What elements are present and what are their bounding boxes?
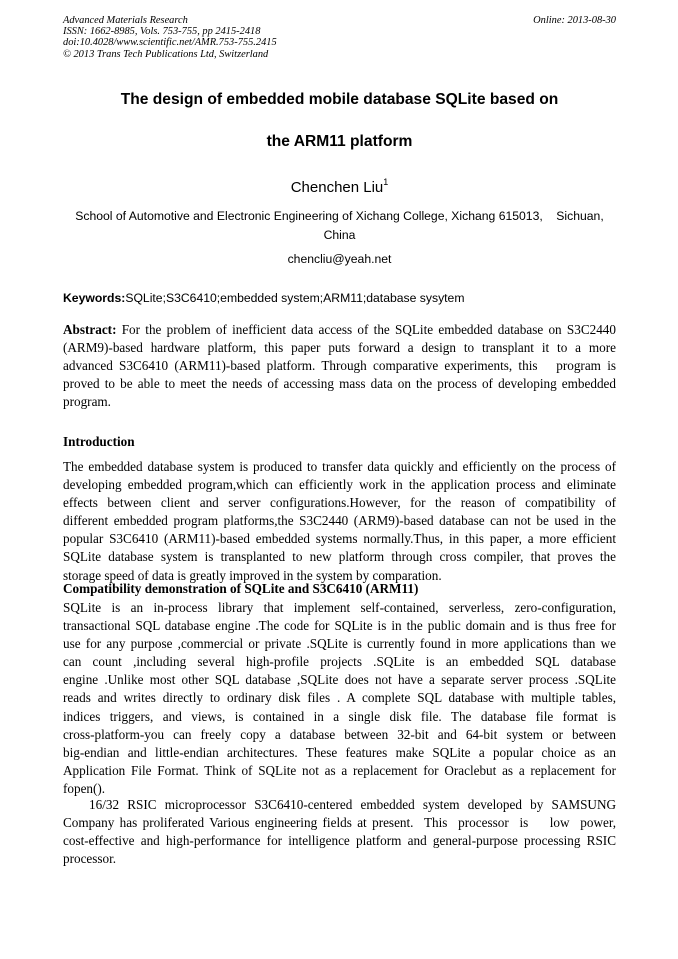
- affiliation-line-1: School of Automotive and Electronic Engineering of Xichang College, Xichang 615013, Sichuan,: [75, 209, 604, 223]
- paper-title-line-2: the ARM11 platform: [266, 133, 413, 150]
- paragraph-line: storage speed of data is greatly improved in the system by comparation.: [63, 567, 442, 583]
- author-superscript: 1: [383, 177, 389, 187]
- paragraph-line: Company has proliferated Various engineering fields at present. This processor is low power,: [63, 815, 616, 831]
- keywords: [63, 290, 616, 306]
- paragraph-line: transactional SQL database engine .The code for SQLite is in the public domain and is thus free for: [63, 618, 616, 634]
- affiliation-line-2: China: [323, 227, 356, 242]
- paragraph-line: SQLite is an in-process library that implement self-contained, serverless, zero-configuration,: [63, 600, 616, 615]
- section-heading-compatibility: Compatibility demonstration of SQLite and S3C6410 (ARM11): [63, 581, 419, 596]
- paragraph-line: fopen().: [63, 780, 106, 796]
- abstract-line: program.: [63, 394, 111, 410]
- abstract-label: Abstract:: [63, 322, 117, 337]
- compatibility-paragraph: [63, 599, 616, 798]
- paragraph-line: Application File Format. Think of SQLite not as a replacement for Oraclebut as a replacement for: [63, 762, 616, 778]
- journal-issn: ISSN: 1662-8985, Vols. 753-755, pp 2415-2418: [63, 26, 261, 38]
- section-heading-introduction: Introduction: [63, 434, 135, 449]
- paragraph-line: big-endian and little-endian architectures. These features make SQLite a popular choice as an: [63, 744, 616, 760]
- paragraph-line: 16/32 RSIC microprocessor S3C6410-centered embedded system developed by SAMSUNG: [89, 797, 616, 812]
- abstract-line: advanced S3C6410 (ARM11)-based platform. Through comparative experiments, this program is: [63, 358, 616, 374]
- online-date: Online: 2013-08-30: [533, 15, 616, 26]
- paragraph-line: different embedded program platforms,the S3C2440 (ARM9)-based database can not be used in the: [63, 513, 616, 529]
- paragraph-line: engine .Unlike most other SQL database ,SQLite does not have a separate server process .SQLite: [63, 672, 616, 688]
- keywords-list: SQLite;S3C6410;embedded system;ARM11;database sysytem: [125, 291, 465, 305]
- journal-doi: doi:10.4028/www.scientific.net/AMR.753-755.2415: [63, 37, 277, 49]
- paragraph-line: developing embedded program,which can efficiently work in the application process and eliminate: [63, 477, 616, 493]
- abstract-line: (ARM9)-based hardware platform, this paper puts forward a design to transplant it to a more: [63, 340, 616, 356]
- abstract-text: For the problem of inefficient data access of the SQLite embedded database on S3C2440: [116, 322, 616, 337]
- paragraph-line: use for any purpose ,commercial or private .SQLite is currently found in more applications than we: [63, 636, 616, 652]
- paper-title-line-1: The design of embedded mobile database SQLite based on: [120, 91, 559, 108]
- paragraph-line: effects between client and server configurations.However, for the reason of compatibility of: [63, 495, 616, 511]
- paragraph-line: popular S3C6410 (ARM11)-based embedded systems normally.Thus, in this paper, a more efficient: [63, 531, 616, 547]
- rsic-paragraph: [63, 796, 616, 868]
- paragraph-line: reads and writes directly to ordinary disk files . A complete SQL database with multiple tables,: [63, 690, 616, 706]
- author-name: Chenchen Liu: [290, 179, 384, 196]
- author-email: chencliu@yeah.net: [287, 252, 392, 266]
- paragraph-line: indices triggers, and views, is contained in a single disk file. The database file format is: [63, 708, 616, 724]
- paragraph-line: cross-platform-you can freely copy a database between 32-bit and 64-bit system or between: [63, 726, 616, 742]
- introduction-paragraph: [63, 458, 616, 585]
- journal-header: [63, 15, 616, 60]
- paragraph-line: can count ,including several high-profile projects .SQLite is an embedded SQL database: [63, 654, 616, 670]
- paragraph-line: The embedded database system is produced to transfer data quickly and efficiently on the process of: [63, 459, 616, 474]
- paragraph-line: SQLite database system is transplanted to new platform through cross compiler, that proves the: [63, 549, 616, 565]
- abstract-line: [63, 321, 616, 339]
- keywords-label: Keywords:: [63, 291, 126, 305]
- abstract: [63, 321, 616, 411]
- abstract-line: proved to be able to meet the needs of accessing mass data on the process of developing embedded: [63, 376, 616, 392]
- journal-copyright: © 2013 Trans Tech Publications Ltd, Switzerland: [63, 48, 269, 60]
- journal-name: Advanced Materials Research: [63, 15, 188, 26]
- paragraph-line: cost-effective and high-performance for intelligence platform and general-purpose processing RSIC: [63, 833, 616, 849]
- affiliation: [63, 207, 616, 244]
- author: [63, 174, 616, 197]
- paragraph-line: processor.: [63, 851, 117, 867]
